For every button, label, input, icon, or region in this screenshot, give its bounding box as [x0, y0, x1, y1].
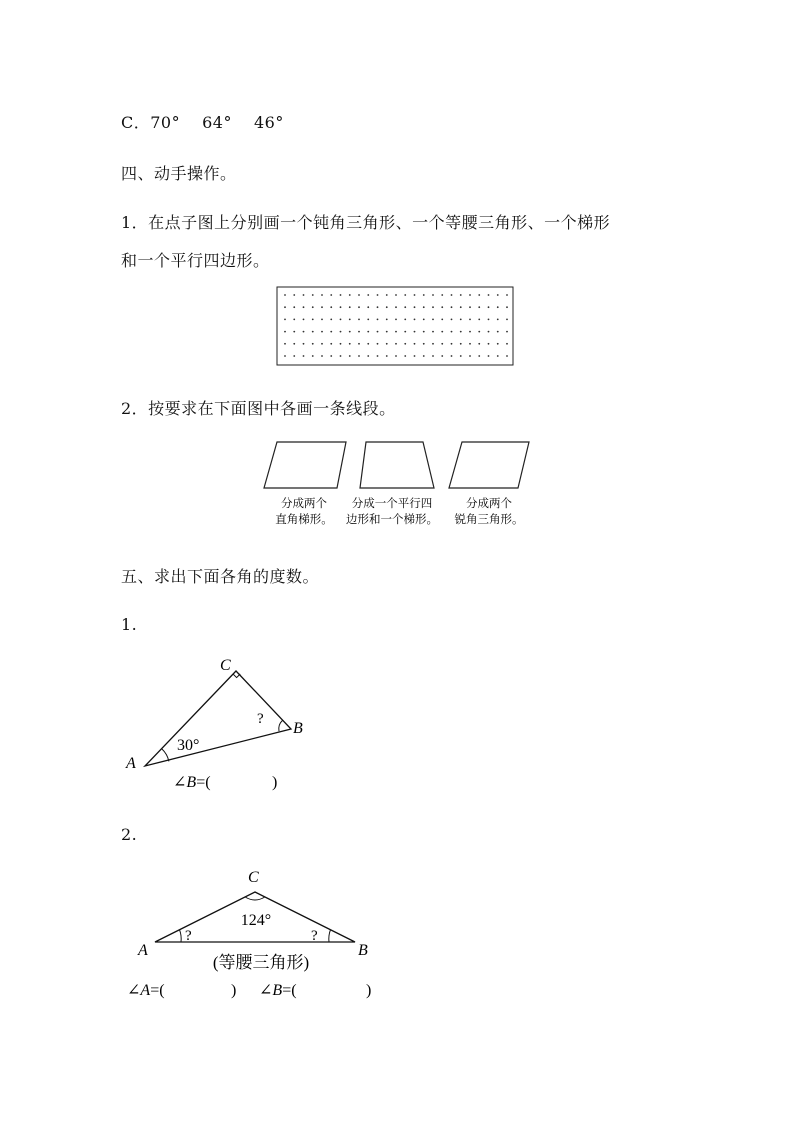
grid-dot [488, 319, 490, 321]
grid-dot [414, 355, 416, 357]
problem-2-number: 2. [121, 825, 138, 844]
grid-dot [506, 355, 508, 357]
section-4-title: 四、动手操作。 [121, 164, 237, 183]
grid-dot [303, 319, 305, 321]
grid-dot [358, 343, 360, 345]
grid-dot [451, 331, 453, 333]
grid-dot [441, 294, 443, 296]
grid-dot [441, 319, 443, 321]
grid-dot [423, 355, 425, 357]
dot-grid-border [277, 287, 513, 365]
grid-dot [469, 319, 471, 321]
grid-dot [506, 331, 508, 333]
angle-b-unknown: ? [257, 711, 264, 727]
grid-dot [469, 331, 471, 333]
grid-dot [386, 319, 388, 321]
right-trapezoid-shape[interactable] [264, 442, 346, 488]
grid-dot [293, 319, 295, 321]
grid-dot [404, 319, 406, 321]
grid-dot [330, 343, 332, 345]
grid-dot [469, 343, 471, 345]
section-5-title: 五、求出下面各角的度数。 [121, 567, 320, 586]
grid-dot [404, 355, 406, 357]
grid-dot [404, 343, 406, 345]
grid-dot [284, 355, 286, 357]
grid-dot [460, 343, 462, 345]
problem-1-answer: ∠B=( ) [173, 774, 278, 791]
grid-dot [284, 294, 286, 296]
caption-3-line-2: 锐角三角形。 [454, 512, 524, 526]
grid-dot [358, 331, 360, 333]
grid-dot [506, 343, 508, 345]
trapezoid-shape[interactable] [360, 442, 434, 488]
vertex-c-label: C [248, 869, 259, 886]
grid-dot [349, 355, 351, 357]
angle-b-unknown: ? [311, 928, 318, 944]
option-c-value-1: 70° [150, 113, 181, 132]
grid-dot [478, 343, 480, 345]
grid-dot [312, 355, 314, 357]
grid-dot [330, 294, 332, 296]
grid-dot [423, 294, 425, 296]
vertex-b-label: B [358, 942, 368, 959]
grid-dot [451, 343, 453, 345]
grid-dot [478, 294, 480, 296]
dot-grid[interactable] [276, 286, 516, 368]
grid-dot [488, 331, 490, 333]
grid-dot [506, 294, 508, 296]
isosceles-note: (等腰三角形) [212, 953, 310, 972]
question-2-text: 2．按要求在下面图中各画一条线段。 [121, 399, 396, 418]
grid-dot [497, 294, 499, 296]
grid-dot [506, 306, 508, 308]
grid-dot [293, 306, 295, 308]
angle-b-arc [279, 720, 283, 731]
grid-dot [340, 355, 342, 357]
grid-dot [386, 355, 388, 357]
grid-dot [312, 306, 314, 308]
problem-1-figure [115, 648, 335, 798]
grid-dot [395, 355, 397, 357]
grid-dot [330, 331, 332, 333]
grid-dot [451, 355, 453, 357]
grid-dot [349, 294, 351, 296]
grid-dot [414, 294, 416, 296]
grid-dot [506, 319, 508, 321]
grid-dot [423, 331, 425, 333]
grid-dot [349, 343, 351, 345]
grid-dot [377, 306, 379, 308]
right-triangle [145, 671, 291, 766]
grid-dot [386, 331, 388, 333]
grid-dot [367, 294, 369, 296]
grid-dot [349, 306, 351, 308]
grid-dot [293, 355, 295, 357]
grid-dot [340, 294, 342, 296]
grid-dot [488, 343, 490, 345]
grid-dot [441, 343, 443, 345]
grid-dot [312, 343, 314, 345]
angle-b-arc [329, 930, 331, 942]
problem-2-answer-b: ∠B=( ) [259, 982, 372, 999]
grid-dot [469, 355, 471, 357]
grid-dot [321, 306, 323, 308]
grid-dot [284, 319, 286, 321]
grid-dot [432, 331, 434, 333]
grid-dot [497, 319, 499, 321]
caption-1-line-2: 直角梯形。 [275, 512, 333, 526]
question-1-line-2: 和一个平行四边形。 [121, 251, 270, 270]
grid-dot [497, 331, 499, 333]
right-angle-mark [233, 674, 240, 678]
grid-dot [367, 306, 369, 308]
problem-2-figure [115, 858, 395, 1008]
grid-dot [488, 306, 490, 308]
grid-dot [395, 343, 397, 345]
grid-dot [414, 319, 416, 321]
grid-dot [451, 306, 453, 308]
grid-dot [395, 294, 397, 296]
grid-dot [451, 294, 453, 296]
option-c-value-3: 46° [253, 113, 284, 132]
grid-dot [303, 355, 305, 357]
grid-dot [312, 319, 314, 321]
angle-a-arc [162, 749, 169, 762]
grid-dot [497, 355, 499, 357]
grid-dot [432, 294, 434, 296]
grid-dot [497, 343, 499, 345]
option-c-line [121, 110, 284, 133]
angle-a-value: 30° [177, 737, 200, 754]
grid-dot [423, 343, 425, 345]
grid-dot [330, 319, 332, 321]
grid-dot [460, 331, 462, 333]
grid-dot [478, 331, 480, 333]
grid-dot [451, 319, 453, 321]
vertex-a-label: A [138, 942, 148, 959]
grid-dot [432, 343, 434, 345]
grid-dot [284, 306, 286, 308]
grid-dot [414, 343, 416, 345]
grid-dot [284, 331, 286, 333]
grid-dot [460, 306, 462, 308]
grid-dot [293, 331, 295, 333]
grid-dot [349, 331, 351, 333]
grid-dot [303, 343, 305, 345]
shape-captions [260, 494, 536, 530]
problem-1-number: 1. [121, 615, 138, 634]
shapes-row [260, 438, 536, 494]
grid-dot [478, 319, 480, 321]
grid-dot [395, 306, 397, 308]
grid-dot [386, 294, 388, 296]
grid-dot [358, 355, 360, 357]
vertex-a-label: A [126, 755, 136, 772]
grid-dot [321, 319, 323, 321]
grid-dot [312, 294, 314, 296]
grid-dot [340, 319, 342, 321]
grid-dot [330, 355, 332, 357]
angle-c-value: 124° [240, 912, 272, 929]
grid-dot [395, 319, 397, 321]
grid-dot [367, 355, 369, 357]
grid-dot [321, 355, 323, 357]
grid-dot [414, 331, 416, 333]
grid-dot [423, 319, 425, 321]
grid-dot [340, 306, 342, 308]
grid-dot [367, 331, 369, 333]
grid-dot [321, 343, 323, 345]
grid-dot [340, 331, 342, 333]
grid-dot [423, 306, 425, 308]
grid-dot [488, 355, 490, 357]
grid-dot [358, 294, 360, 296]
grid-dot [469, 294, 471, 296]
grid-dot [432, 355, 434, 357]
parallelogram-shape[interactable] [449, 442, 529, 488]
grid-dot [330, 306, 332, 308]
grid-dot [377, 319, 379, 321]
angle-a-unknown: ? [185, 928, 192, 944]
grid-dot [303, 294, 305, 296]
grid-dot [358, 306, 360, 308]
grid-dot [340, 343, 342, 345]
grid-dot [404, 294, 406, 296]
vertex-c-label: C [220, 657, 231, 674]
grid-dot [404, 306, 406, 308]
grid-dot [303, 331, 305, 333]
grid-dot [321, 331, 323, 333]
grid-dot [414, 306, 416, 308]
grid-dot [377, 343, 379, 345]
grid-dot [460, 294, 462, 296]
caption-2-line-1: 分成一个平行四 [351, 496, 433, 510]
grid-dot [478, 355, 480, 357]
problem-2-answer-a: ∠A=( ) [127, 982, 237, 999]
question-1-line-1: 1．在点子图上分别画一个钝角三角形、一个等腰三角形、一个梯形 [121, 213, 611, 232]
caption-3-line-1: 分成两个 [466, 496, 512, 510]
grid-dot [303, 306, 305, 308]
grid-dot [432, 319, 434, 321]
grid-dot [321, 294, 323, 296]
grid-dot [367, 343, 369, 345]
grid-dot [469, 306, 471, 308]
option-c-value-2: 64° [202, 113, 232, 132]
grid-dot [404, 331, 406, 333]
option-c-label: C． [121, 113, 151, 132]
caption-1-line-1: 分成两个 [281, 496, 327, 510]
grid-dot [441, 331, 443, 333]
grid-dot [377, 355, 379, 357]
angle-a-arc [180, 930, 182, 942]
caption-2-line-2: 边形和一个梯形。 [346, 512, 438, 526]
grid-dot [293, 343, 295, 345]
grid-dot [312, 331, 314, 333]
grid-dot [441, 355, 443, 357]
grid-dot [377, 331, 379, 333]
grid-dot [441, 306, 443, 308]
grid-dot [460, 355, 462, 357]
grid-dot [358, 319, 360, 321]
grid-dot [349, 319, 351, 321]
grid-dot [386, 343, 388, 345]
grid-dot [432, 306, 434, 308]
angle-c-arc [245, 897, 265, 900]
dot-grid-dots [284, 294, 508, 357]
grid-dot [377, 294, 379, 296]
grid-dot [497, 306, 499, 308]
vertex-b-label: B [293, 720, 303, 737]
grid-dot [284, 343, 286, 345]
grid-dot [460, 319, 462, 321]
grid-dot [367, 319, 369, 321]
grid-dot [386, 306, 388, 308]
grid-dot [478, 306, 480, 308]
grid-dot [488, 294, 490, 296]
grid-dot [395, 331, 397, 333]
grid-dot [293, 294, 295, 296]
